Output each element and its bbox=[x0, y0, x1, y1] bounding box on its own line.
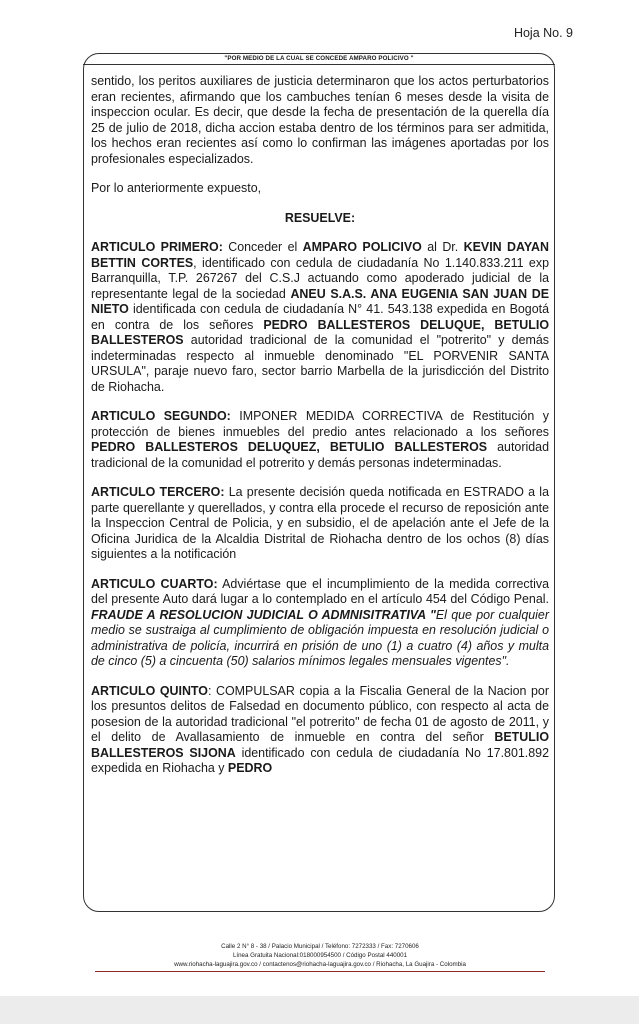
paragraph-expuesto: Por lo anteriormente expuesto, bbox=[91, 181, 262, 195]
footer-divider bbox=[95, 971, 545, 972]
article-quinto: ARTICULO QUINTO: COMPULSAR copia a la Fiscalia General de la Nacion por los presuntos delitos de Falsedad en documento público, con respecto al acta de posesion de la autoridad tradicional "el potrerito" de fecha 01 de agosto de 2011, y el delito de Avallasamiento de inmueble en contra del señor BETULIO BALLESTEROS SIJONA identificado con cedula de ciudadanía No 17.801.892 expedida en Riohacha y PEDRO bbox=[91, 683, 549, 775]
article-tercero: ARTICULO TERCERO: La presente decisión queda notificada en ESTRADO a la parte querellante y querellados, y contra ella procede el recurso de reposición ante la Inspeccion Central de Policia, y en subsidio, el de apelación ante el Jefe de la Oficina Juridica de la Alcaldia Distrital de Riohacha dentro de los ochos (8) días siguientes a la notificación bbox=[91, 485, 549, 561]
article-label: ARTICULO TERCERO: bbox=[91, 485, 225, 499]
frame-title: "POR MEDIO DE LA CUAL SE CONCEDE AMPARO POLICIVO " bbox=[224, 55, 414, 62]
page-footer bbox=[95, 942, 545, 969]
article-primero: ARTICULO PRIMERO: Conceder el AMPARO POLICIVO al Dr. KEVIN DAYAN BETTIN CORTES, identificado con cedula de ciudadanía No 1.140.833.211 exp Barranquilla, T.P. 267267 del C.S.J actuando como apoderado judicial de la representante legal de la sociedad ANEU S.A.S. ANA EUGENIA SAN JUAN DE NIETO identificada con cedula de ciudadanía N° 41. 543.138 expedida en Bogotá en contra de los señores PEDRO BALLESTEROS DELUQUE, BETULIO BALLESTEROS autoridad tradicional de la comunidad el "potrerito" y demás indeterminadas respecto al inmueble denominado "EL PORVENIR SANTA URSULA", paraje nuevo faro, sector barrio Marbella de la jurisdicción del Distrito de Riohacha. bbox=[91, 240, 550, 394]
article-segundo: ARTICULO SEGUNDO: IMPONER MEDIDA CORRECTIVA de Restitución y protección de bienes inmuebles del predio antes relacionado a los señores PEDRO BALLESTEROS DELUQUEZ, BETULIO BALLESTEROS autoridad tradicional de la comunidad el potrerito y demás personas indeterminadas. bbox=[91, 409, 549, 470]
article-label: ARTICULO CUARTO: bbox=[91, 576, 218, 591]
article-cuarto: ARTICULO CUARTO: Adviértase que el incumplimiento de la medida correctiva del presente Auto dará lugar a lo contemplado en el artículo 454 del Código Penal. FRAUDE A RESOLUCION JUDICIAL O ADMNISITRATIVA "El que por cualquier medio se sustraiga al cumplimiento de obligación impuesta en resolución judicial o administrativa de policía, incurrirá en prisión de uno (1) a cuatro (4) años y multa de cinco (5) a cincuenta (50) salarios mínimos legales mensuales vigentes". bbox=[91, 576, 549, 668]
page-number: Hoja No. 9 bbox=[513, 26, 573, 40]
document-body bbox=[91, 74, 549, 791]
footer-address: Calle 2 N° 8 - 38 / Palacio Municipal / Teléfono: 7272333 / Fax: 7270606 bbox=[221, 943, 419, 950]
bottom-strip bbox=[0, 996, 639, 1024]
footer-web: www.riohacha-laguajira.gov.co / contactenos@riohacha-laguajira.gov.co / Riohacha, La Guajira - Colombia bbox=[174, 961, 466, 968]
resuelve-heading: RESUELVE: bbox=[284, 210, 356, 225]
article-label: ARTICULO QUINTO bbox=[91, 683, 208, 698]
paragraph-sentido: sentido, los peritos auxiliares de justicia determinaron que los actos perturbatorios eran recientes, afirmando que los cambuches tenían 6 meses desde la visita de inspeccion ocular. Es decir, que desde la fecha de presentación de la querella día 25 de julio de 2018, dicha accion estaba dentro de los términos para ser admitida, los hechos eran recientes así como lo confirman las imágenes aportadas por los profesionales especializados. bbox=[91, 74, 549, 166]
frame-title-divider bbox=[83, 64, 555, 65]
article-label: ARTICULO SEGUNDO: bbox=[91, 409, 231, 423]
article-label: ARTICULO PRIMERO: bbox=[91, 240, 223, 254]
footer-phone: Línea Gratuita Nacional:018000954500 / Código Postal 440001 bbox=[232, 952, 408, 959]
